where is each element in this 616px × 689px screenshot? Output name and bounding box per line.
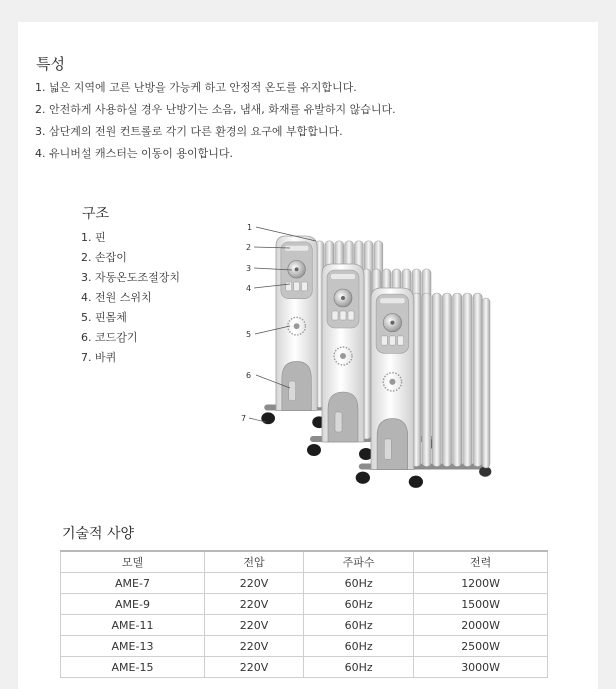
feature-item: 3. 삼단계의 전원 컨트롤로 각기 다른 환경의 요구에 부합합니다.: [35, 125, 343, 138]
table-row: [61, 615, 548, 636]
table-row: [61, 657, 548, 678]
structure-item: 2. 손잡이: [81, 251, 127, 264]
cell-model: AME-15: [61, 657, 205, 678]
callout-4: 4: [246, 284, 252, 293]
cell-model: AME-7: [61, 573, 205, 594]
feature-item: 2. 안전하게 사용하실 경우 난방기는 소음, 냄새, 화재를 유발하지 않습니다.: [35, 103, 396, 116]
cell-voltage: 220V: [204, 657, 303, 678]
header-frequency: 주파수: [303, 551, 413, 573]
header-model: 모델: [61, 551, 205, 573]
header-power: 전력: [414, 551, 548, 573]
heater-large: [356, 288, 492, 488]
cell-model: AME-13: [61, 636, 205, 657]
cell-power: 1200W: [414, 573, 548, 594]
cell-frequency: 60Hz: [303, 615, 413, 636]
cell-voltage: 220V: [204, 594, 303, 615]
callout-3: 3: [246, 264, 252, 273]
cell-power: 2500W: [414, 636, 548, 657]
callout-5: 5: [246, 330, 252, 339]
cell-power: 2000W: [414, 615, 548, 636]
structure-item: 1. 핀: [81, 231, 106, 244]
cell-voltage: 220V: [204, 615, 303, 636]
callout-1: 1: [247, 223, 253, 232]
cell-model: AME-9: [61, 594, 205, 615]
table-header-row: [61, 551, 548, 573]
feature-item: 4. 유니버설 캐스터는 이동이 용이합니다.: [35, 147, 233, 160]
cell-model: AME-11: [61, 615, 205, 636]
cell-voltage: 220V: [204, 573, 303, 594]
structure-heading: 구조: [82, 206, 110, 222]
structure-item: 7. 바퀴: [81, 351, 117, 364]
structure-item: 5. 핀몸체: [81, 311, 127, 324]
features-heading: 특성: [36, 55, 65, 73]
cell-voltage: 220V: [204, 636, 303, 657]
specs-heading: 기술적 사양: [62, 526, 135, 542]
specs-table: [60, 550, 548, 678]
callout-6: 6: [246, 371, 252, 380]
table-row: [61, 573, 548, 594]
feature-item: 1. 넓은 지역에 고른 난방을 가능케 하고 안정적 온도를 유지합니다.: [35, 81, 357, 94]
cell-frequency: 60Hz: [303, 657, 413, 678]
cell-frequency: 60Hz: [303, 594, 413, 615]
table-row: [61, 594, 548, 615]
cell-frequency: 60Hz: [303, 573, 413, 594]
table-row: [61, 636, 548, 657]
structure-item: 6. 코드감기: [81, 331, 138, 344]
callout-7: 7: [241, 414, 247, 423]
cell-power: 1500W: [414, 594, 548, 615]
header-voltage: 전압: [204, 551, 303, 573]
cell-power: 3000W: [414, 657, 548, 678]
structure-item: 3. 자동온도조절장치: [81, 271, 180, 284]
cell-frequency: 60Hz: [303, 636, 413, 657]
callout-2: 2: [246, 243, 252, 252]
structure-item: 4. 전원 스위치: [81, 291, 152, 304]
